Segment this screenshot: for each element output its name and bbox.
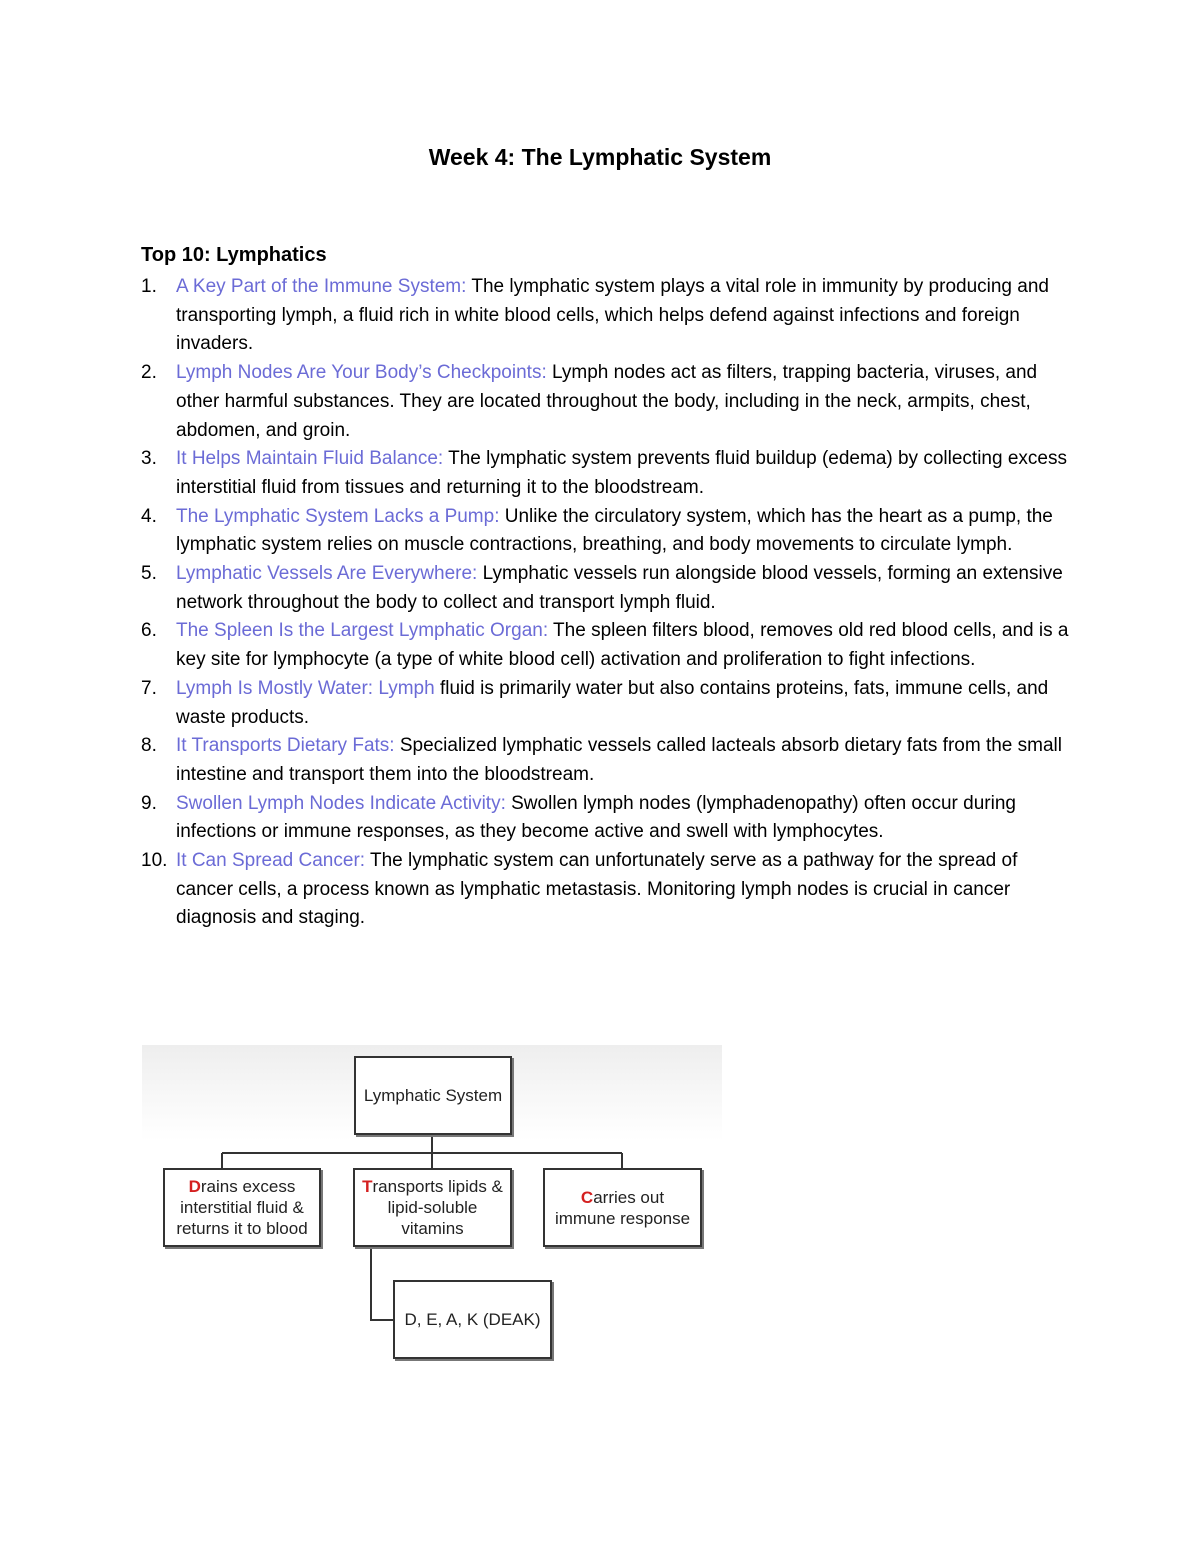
item-heading: The Lymphatic System Lacks a Pump: (176, 505, 500, 527)
item-text: The lymphatic system plays a vital role in immunity by producing and transporting lymph, a fluid rich in white blood cells, which helps defend against infections and foreign invaders. (176, 276, 1049, 355)
transports-line-2: lipid-soluble (387, 1198, 478, 1217)
item-text: The lymphatic system prevents fluid buildup (edema) by collecting excess interstitial fluid from tissues and returning it to the bloodstream. (176, 448, 1067, 498)
drains-box (163, 1168, 321, 1247)
item-number: 10. (141, 850, 168, 872)
list-item (141, 617, 1071, 674)
item-heading: Lymphatic Vessels Are Everywhere: (176, 563, 478, 585)
item-number: 2. (141, 362, 157, 384)
item-number: 9. (141, 792, 157, 814)
item-number: 8. (141, 735, 157, 757)
vitamins-connector (371, 1247, 393, 1320)
item-heading: It Helps Maintain Fluid Balance: (176, 448, 444, 470)
transports-box (353, 1168, 512, 1247)
page-title: Week 4: The Lymphatic System (428, 144, 772, 170)
list-item (141, 790, 1071, 847)
list-item (141, 445, 1071, 502)
item-heading: Lymph Is Mostly Water: Lymph (176, 677, 435, 699)
transports-text (362, 1176, 503, 1239)
item-number: 7. (141, 677, 157, 699)
transports-initial: T (362, 1177, 373, 1196)
section-heading: Top 10: Lymphatics (141, 244, 327, 266)
list-item (141, 359, 1071, 445)
item-text: fluid is primarily water but also contains proteins, fats, immune cells, and waste products. (176, 677, 1049, 728)
transports-line-1: ransports lipids & (372, 1177, 503, 1196)
root-label: Lymphatic System (363, 1086, 503, 1105)
list-item (141, 273, 1071, 359)
list-item (141, 732, 1071, 789)
carries-line-1: arries out (593, 1187, 665, 1207)
item-heading: A Key Part of the Immune System: (176, 276, 467, 297)
carries-box (543, 1168, 702, 1247)
item-number: 3. (141, 448, 157, 470)
drains-line-3: returns it to blood (176, 1219, 308, 1238)
vitamins-label: D, E, A, K (DEAK) (404, 1310, 541, 1329)
item-number: 6. (141, 620, 157, 642)
item-text: Specialized lymphatic vessels called lacteals absorb dietary fats from the small intestine and transport them into the bloodstream. (176, 735, 1062, 785)
item-number: 4. (141, 505, 157, 527)
drains-text (176, 1176, 307, 1239)
item-text: Lymphatic vessels run alongside blood vessels, forming an extensive network throughout the body to collect and transport lymph fluid. (176, 563, 1063, 613)
item-text: The lymphatic system can unfortunately serve as a pathway for the spread of cancer cells, a process known as lymphatic metastasis. Monitoring lymph nodes is crucial in cancer diagnosis and staging. (176, 850, 1018, 929)
root-box (354, 1056, 512, 1135)
item-number: 1. (141, 276, 157, 297)
item-text: The spleen filters blood, removes old red blood cells, and is a key site for lymphocyte (a type of white blood cell) activation and proliferation to fight infections. (176, 620, 1069, 671)
item-heading: Lymph Nodes Are Your Body’s Checkpoints: (176, 362, 547, 384)
lymphatic-system-diagram (142, 1045, 722, 1365)
drains-line-1: rains excess (200, 1177, 296, 1196)
item-text: Lymph nodes act as filters, trapping bacteria, viruses, and other harmful substances. They are located throughout the body, including in the neck, armpits, chest, abdomen, and groin. (176, 362, 1038, 441)
item-heading: It Can Spread Cancer: (176, 850, 366, 872)
item-text: Swollen lymph nodes (lymphadenopathy) often occur during infections or immune responses, as they become active and swell with lymphocytes. (176, 792, 1016, 843)
list-item (141, 675, 1071, 732)
item-text: Unlike the circulatory system, which has the heart as a pump, the lymphatic system relies on muscle contractions, breathing, and body movements to circulate lymph. (176, 505, 1053, 556)
transports-line-3: vitamins (401, 1219, 464, 1238)
carries-line-2: immune response (554, 1208, 691, 1228)
top-ten-list (141, 273, 1071, 933)
list-item (141, 503, 1071, 560)
drains-line-2: interstitial fluid & (180, 1198, 304, 1217)
list-item (141, 560, 1071, 617)
item-heading: Swollen Lymph Nodes Indicate Activity: (176, 792, 506, 814)
drains-initial: D (188, 1177, 201, 1196)
item-heading: The Spleen Is the Largest Lymphatic Organ: (176, 620, 549, 642)
carries-text (555, 1187, 690, 1229)
item-heading: It Transports Dietary Fats: (176, 735, 395, 757)
carries-initial: C (580, 1187, 594, 1207)
list-item (141, 847, 1071, 933)
vitamins-box (393, 1280, 552, 1359)
item-number: 5. (141, 563, 157, 585)
